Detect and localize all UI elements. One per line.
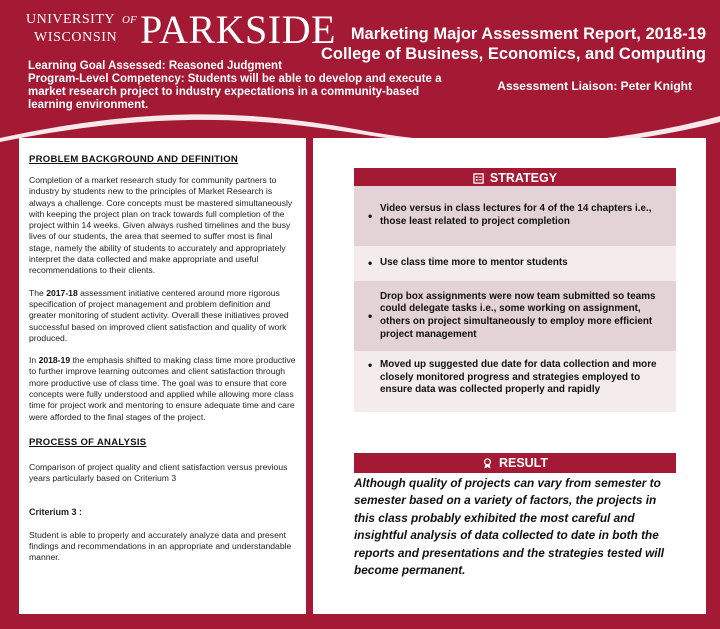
background-paragraph-2: The 2017-18 assessment initiative centered around more rigorous specification of project management and problem definition and greater monitoring of student activity. Overall these initiatives proved successful based on improved client satisfaction and quality of work produced. (29, 287, 289, 343)
result-heading-band (354, 453, 676, 473)
analysis-paragraph: Comparison of project quality and client satisfaction versus previous years particularly based on Criterium 3 (29, 461, 288, 484)
criterium-paragraph: Student is able to properly and accurately analyze data and present findings and recommendations in an appropriate and understandable manner. (29, 529, 292, 563)
background-paragraph-1: Completion of a market research study for community partners to industry by students new to the principles of Market Research is always a challenge. Core concepts must be mastered simultaneously with keeping the project plan on track towards full completion of the project within 14 weeks. Given always rushed timelines and the busy lives of our students, the area that seemed to suffer most is final stage, namely the ability of students to accurately and appropriately interpret the data collected and make appropriate and useful recommendations to their clients. (29, 175, 293, 276)
program-competency: Program-Level Competency: Students will be able to develop and execute a market research project to industry expectations in a community-based learning environment. (28, 73, 442, 111)
result-text: Although quality of projects can vary from semester to semester based on a variety of factors, the projects in this class probably exhibited the most careful and insightful analysis of data collected to date in both the reports and presentations and the strategies tested will become permanent. (354, 476, 665, 578)
strategy-item: • Use class time more to mentor students (354, 246, 676, 281)
assessment-liaison: Assessment Liaison: Peter Knight (497, 79, 692, 93)
year-2017-18: 2017-18 (46, 287, 78, 298)
left-panel (19, 138, 306, 614)
logo-wisconsin: WISCONSIN (34, 30, 118, 45)
result-title: RESULT (498, 456, 549, 470)
strategy-heading-band (354, 168, 676, 188)
logo-of: OF (122, 14, 137, 26)
strategy-item: • Video versus in class lectures for 4 of the 14 chapters i.e., those least related to project completion (354, 186, 676, 246)
analysis-heading: PROCESS OF ANALYSIS (29, 436, 147, 448)
logo-university: UNIVERSITY (26, 12, 115, 27)
strategy-list (354, 186, 676, 412)
report-title-line-1: Marketing Major Assessment Report, 2018-19 (350, 25, 706, 43)
criterium-label: Criterium 3 : (29, 506, 83, 517)
strategy-item: • Moved up suggested due date for data collection and more closely monitored progress and strategies employed to ensure data was collected properly and rapidly (354, 351, 676, 412)
award-ribbon-icon (482, 458, 493, 469)
report-title (321, 24, 706, 64)
background-heading: PROBLEM BACKGROUND AND DEFINITION (29, 154, 239, 165)
learning-goal: Learning Goal Assessed: Reasoned Judgment (28, 60, 282, 72)
report-title-line-2: College of Business, Economics, and Computing (320, 45, 706, 63)
parkside-logo (26, 7, 336, 54)
right-panel (313, 138, 706, 614)
year-2018-19: 2018-19 (38, 355, 71, 366)
clipboard-icon (473, 173, 484, 184)
strategy-title: STRATEGY (489, 171, 558, 185)
background-paragraph-3: In 2018-19 the emphasis shifted to making class time more productive to further improve learning outcomes and client satisfaction through more productive use of class time. The goal was to ensure that core concepts were fully understood and applied while allowing more class time for project work and mentoring to ensure adequate time and care were afforded to the final stages of the project. (29, 355, 296, 422)
strategy-item: • Drop box assignments were now team submitted so teams could delegate tasks i.e., some working on assignment, others on project simultaneously to employ more efficient project management (354, 281, 676, 351)
logo-parkside: PARKSIDE (140, 7, 336, 52)
